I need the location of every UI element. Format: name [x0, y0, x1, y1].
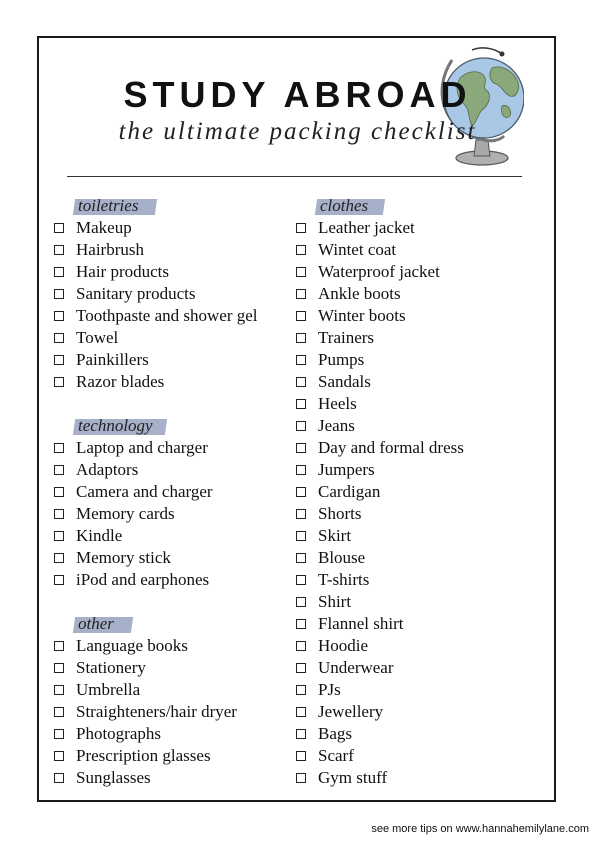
checklist-item-label: Ankle boots	[318, 284, 401, 303]
checklist-item-label: Scarf	[318, 746, 354, 765]
checkbox-icon[interactable]	[296, 333, 306, 343]
checkbox-icon[interactable]	[296, 751, 306, 761]
checklist-item[interactable]	[52, 569, 258, 591]
checklist-item[interactable]	[294, 283, 464, 305]
checklist-item-label: Adaptors	[76, 460, 139, 479]
checklist-item-label: Trainers	[318, 328, 375, 347]
checkbox-icon[interactable]	[54, 465, 64, 475]
checklist-item[interactable]	[52, 459, 258, 481]
checkbox-icon[interactable]	[54, 663, 64, 673]
title-divider	[67, 176, 522, 177]
checkbox-icon[interactable]	[296, 597, 306, 607]
checklist-item[interactable]	[294, 701, 464, 723]
right-column	[294, 195, 464, 789]
checkbox-icon[interactable]	[296, 377, 306, 387]
checklist-item-label: Kindle	[76, 526, 123, 545]
checklist-item[interactable]	[52, 525, 258, 547]
checklist-item-label: Painkillers	[76, 350, 149, 369]
checkbox-icon[interactable]	[296, 641, 306, 651]
checklist-item-label: Jumpers	[318, 460, 375, 479]
checkbox-icon[interactable]	[296, 223, 306, 233]
checkbox-icon[interactable]	[296, 267, 306, 277]
checkbox-icon[interactable]	[54, 685, 64, 695]
checklist-item[interactable]	[52, 657, 258, 679]
checkbox-icon[interactable]	[54, 509, 64, 519]
checklist-item-label: Pumps	[318, 350, 365, 369]
checklist-item[interactable]	[294, 239, 464, 261]
section-heading	[52, 613, 258, 635]
checklist-item-label: Stationery	[76, 658, 146, 677]
checkbox-icon[interactable]	[54, 707, 64, 717]
section-heading-label: toiletries	[78, 196, 139, 215]
checklist-item-label: Jewellery	[318, 702, 384, 721]
checklist-item-label: Makeup	[76, 218, 132, 237]
checklist-item[interactable]	[294, 657, 464, 679]
checklist-item[interactable]	[294, 437, 464, 459]
section-heading	[52, 415, 258, 437]
checklist-item[interactable]	[294, 261, 464, 283]
checklist-item[interactable]	[294, 525, 464, 547]
checklist-item[interactable]	[294, 635, 464, 657]
checkbox-icon[interactable]	[54, 245, 64, 255]
checkbox-icon[interactable]	[54, 267, 64, 277]
checkbox-icon[interactable]	[296, 531, 306, 541]
checkbox-icon[interactable]	[296, 245, 306, 255]
checklist-item-label: Wintet coat	[318, 240, 397, 259]
section-technology	[52, 415, 258, 591]
checklist-item-label: Day and formal dress	[318, 438, 464, 457]
checklist-item[interactable]	[294, 679, 464, 701]
checklist-item-label: Shirt	[318, 592, 352, 611]
checklist-item-label: Winter boots	[318, 306, 406, 325]
checklist-item[interactable]	[52, 767, 258, 789]
checklist-item[interactable]	[294, 745, 464, 767]
checklist-item[interactable]	[52, 745, 258, 767]
checkbox-icon[interactable]	[296, 575, 306, 585]
checklist-item-label: Skirt	[318, 526, 352, 545]
checklist-item[interactable]	[52, 547, 258, 569]
checklist-item[interactable]	[52, 437, 258, 459]
checklist-item-label: Toothpaste and shower gel	[76, 306, 258, 325]
checklist-item[interactable]	[52, 723, 258, 745]
page-title: STUDY ABROAD	[123, 74, 472, 115]
checkbox-icon[interactable]	[54, 553, 64, 563]
checkbox-icon[interactable]	[296, 289, 306, 299]
section-heading	[294, 195, 464, 217]
section-heading-label: technology	[78, 416, 153, 435]
checklist-item[interactable]	[294, 481, 464, 503]
checklist-item-label: Cardigan	[318, 482, 381, 501]
checklist-item[interactable]	[294, 459, 464, 481]
checkbox-icon[interactable]	[296, 685, 306, 695]
checklist-item-label: Gym stuff	[318, 768, 388, 787]
checklist-item[interactable]	[294, 569, 464, 591]
checkbox-icon[interactable]	[296, 619, 306, 629]
checklist-item[interactable]	[294, 503, 464, 525]
checklist-item-label: Bags	[318, 724, 352, 743]
checkbox-icon[interactable]	[54, 333, 64, 343]
checkbox-icon[interactable]	[296, 773, 306, 783]
section-clothes	[294, 195, 464, 789]
checkbox-icon[interactable]	[296, 487, 306, 497]
checklist-item[interactable]	[294, 393, 464, 415]
checkbox-icon[interactable]	[296, 729, 306, 739]
checklist-item-label: Hairbrush	[76, 240, 144, 259]
checklist-item[interactable]	[52, 305, 258, 327]
checklist-item-label: Jeans	[318, 416, 355, 435]
checklist-item-label: Blouse	[318, 548, 366, 567]
checklist-item[interactable]	[294, 415, 464, 437]
footer-note: see more tips on www.hannahemilylane.com	[371, 823, 589, 835]
checklist-item[interactable]	[294, 591, 464, 613]
checklist-item[interactable]	[294, 327, 464, 349]
checkbox-icon[interactable]	[54, 487, 64, 497]
checkbox-icon[interactable]	[296, 311, 306, 321]
checklist-item-label: Razor blades	[76, 372, 165, 391]
checkbox-icon[interactable]	[54, 575, 64, 585]
checklist-item-label: Sandals	[318, 372, 371, 391]
checkbox-icon[interactable]	[296, 443, 306, 453]
checklist-item[interactable]	[52, 635, 258, 657]
checklist-item[interactable]	[52, 503, 258, 525]
section-heading-label: other	[78, 614, 114, 633]
checklist-item-label: Prescription glasses	[76, 746, 211, 765]
checklist-item[interactable]	[294, 371, 464, 393]
checkbox-icon[interactable]	[54, 355, 64, 365]
checklist-item[interactable]	[294, 613, 464, 635]
checklist-item[interactable]	[52, 261, 258, 283]
checklist-item[interactable]	[294, 305, 464, 327]
checkbox-icon[interactable]	[54, 729, 64, 739]
checkbox-icon[interactable]	[54, 223, 64, 233]
checklist-item[interactable]	[52, 349, 258, 371]
checklist-item-label: Underwear	[318, 658, 394, 677]
checklist-item-label: Leather jacket	[318, 218, 415, 237]
checkbox-icon[interactable]	[54, 773, 64, 783]
checklist-item[interactable]	[294, 723, 464, 745]
checklist-item[interactable]	[52, 239, 258, 261]
checklist-item-label: Waterproof jacket	[318, 262, 440, 281]
section-heading	[52, 195, 258, 217]
checkbox-icon[interactable]	[54, 751, 64, 761]
checklist-item-label: Flannel shirt	[318, 614, 404, 633]
checklist-item-label: Sunglasses	[76, 768, 151, 787]
checklist-item-label: Language books	[76, 636, 188, 655]
checklist-item[interactable]	[52, 371, 258, 393]
checklist-item[interactable]	[294, 767, 464, 789]
section-other	[52, 613, 258, 789]
checkbox-icon[interactable]	[296, 421, 306, 431]
checklist-item[interactable]	[294, 547, 464, 569]
checklist-item[interactable]	[52, 217, 258, 239]
checklist-item-label: Shorts	[318, 504, 362, 523]
checklist-item[interactable]	[294, 217, 464, 239]
checklist-item-label: Photographs	[76, 724, 161, 743]
checklist-item-label: Laptop and charger	[76, 438, 208, 457]
checklist-item-label: Memory stick	[76, 548, 171, 567]
checkbox-icon[interactable]	[54, 377, 64, 387]
checklist-item-label: Hair products	[76, 262, 170, 281]
checkbox-icon[interactable]	[54, 531, 64, 541]
checklist-item-label: Memory cards	[76, 504, 175, 523]
checklist-item[interactable]	[52, 283, 258, 305]
checklist-item[interactable]	[52, 701, 258, 723]
checklist-item[interactable]	[52, 679, 258, 701]
checkbox-icon[interactable]	[296, 509, 306, 519]
checklist-item-label: Camera and charger	[76, 482, 213, 501]
checkbox-icon[interactable]	[54, 289, 64, 299]
checklist-item-label: iPod and earphones	[76, 570, 210, 589]
checkbox-icon[interactable]	[296, 663, 306, 673]
checkbox-icon[interactable]	[296, 707, 306, 717]
checklist-item-label: Hoodie	[318, 636, 369, 655]
checkbox-icon[interactable]	[296, 553, 306, 563]
checkbox-icon[interactable]	[54, 641, 64, 651]
checklist-item[interactable]	[294, 349, 464, 371]
checklist-item-label: T-shirts	[318, 570, 370, 589]
checklist-item-label: Straighteners/hair dryer	[76, 702, 237, 721]
checklist-item-label: Sanitary products	[76, 284, 196, 303]
checklist-item-label: Towel	[76, 328, 119, 347]
checklist-item[interactable]	[52, 327, 258, 349]
checkbox-icon[interactable]	[54, 443, 64, 453]
checklist-item[interactable]	[52, 481, 258, 503]
checkbox-icon[interactable]	[296, 355, 306, 365]
checklist-item-label: Heels	[318, 394, 357, 413]
section-toiletries	[52, 195, 258, 393]
page-subtitle: the ultimate packing checklist	[118, 118, 477, 145]
checklist-item-label: PJs	[318, 680, 341, 699]
section-heading-label: clothes	[320, 196, 369, 215]
checkbox-icon[interactable]	[296, 399, 306, 409]
left-column	[52, 195, 258, 789]
checkbox-icon[interactable]	[54, 311, 64, 321]
checkbox-icon[interactable]	[296, 465, 306, 475]
checklist-item-label: Umbrella	[76, 680, 141, 699]
